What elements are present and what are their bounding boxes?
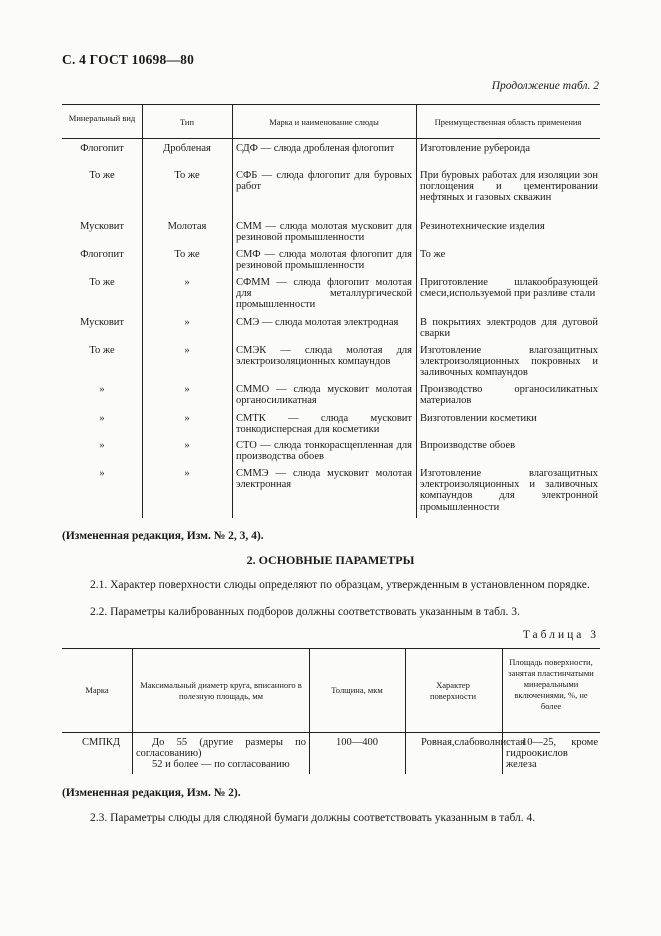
column-divider [405, 648, 406, 774]
column-divider [232, 104, 233, 518]
table-continuation-label: Продолжение табл. 2 [491, 80, 599, 92]
cell-diameter: До 55 (другие размеры по согласованию) [136, 737, 306, 760]
cell-type: То же [174, 170, 200, 181]
column-header: Тип [179, 117, 195, 127]
cell-thickness: 100—400 [336, 737, 378, 748]
cell-use: Резинотехнические изделия [420, 221, 545, 232]
cell-use: Приготовление шлакообразующей смеси,используемой при разливе стали [420, 277, 598, 300]
table-rule [62, 732, 600, 733]
cell-use: Изготовление рубероида [420, 143, 531, 154]
cell-area: 10—25, кроме гидроокислов железа [506, 737, 598, 771]
cell-type: Дробленая [163, 143, 211, 154]
paragraph-2-1: 2.1. Характер поверхности слюды определяют по образцам, утвержденным в установленном порядке. [90, 579, 590, 591]
cell-kind: Флогопит [80, 143, 124, 154]
cell-use: При буровых работах для изоляции зон поглощения и цементировании нефтяных и газовых скважин [420, 170, 598, 204]
cell-mark: СММЭ — слюда мусковит молотая электронная [236, 468, 412, 491]
column-header: Марка [85, 685, 109, 695]
cell-mark: СДФ — слюда дробленая флогопит [236, 143, 395, 154]
cell-type: » [184, 440, 190, 451]
table-rule [62, 648, 600, 649]
column-header: Максимальный диаметр круга, вписанного в полезную площадь, мм [140, 680, 302, 701]
column-divider [502, 648, 503, 774]
table-3-label: Таблица 3 [522, 629, 599, 641]
cell-type: » [184, 277, 190, 288]
cell-type: » [184, 345, 190, 356]
cell-use: То же [420, 249, 446, 260]
cell-type: Молотая [167, 221, 207, 232]
cell-mark: СМЭ — слюда молотая электродная [236, 317, 399, 328]
cell-use: Визготовлении косметики [420, 413, 537, 424]
cell-use: Производство органосиликатных материалов [420, 384, 598, 407]
cell-kind: То же [89, 345, 115, 356]
cell-kind: » [99, 384, 105, 395]
cell-diameter-alt: 52 и более — по согласованию [152, 759, 290, 770]
column-header: Характер поверхности [429, 680, 477, 701]
cell-type: » [184, 468, 190, 479]
cell-use: Изготовление влагозащитных электроизоляционных и заливочных компаундов для электронной промышленности [420, 468, 598, 513]
cell-mark: СФБ — слюда флогопит для буровых работ [236, 170, 412, 193]
cell-type: » [184, 317, 190, 328]
page-header: С. 4 ГОСТ 10698—80 [62, 52, 195, 67]
cell-kind: » [99, 413, 105, 424]
cell-mark: СТО — слюда тонкорасщепленная для производства обоев [236, 440, 412, 463]
column-divider [416, 104, 417, 518]
column-divider [132, 648, 133, 774]
column-divider [142, 104, 143, 518]
cell-use: В покрытиях электродов для дуговой сварки [420, 317, 598, 340]
cell-surface: Ровная,слабоволнистая [421, 737, 526, 748]
cell-type: » [184, 413, 190, 424]
cell-kind: Флогопит [80, 249, 124, 260]
column-header: Преимущественная область применения [434, 117, 582, 127]
cell-mark: СМФ — слюда молотая флогопит для резиновой промышленности [236, 249, 412, 272]
paragraph-2-2: 2.2. Параметры калиброванных подборов должны соответствовать указанным в табл. 3. [90, 606, 520, 618]
cell-kind: » [99, 468, 105, 479]
cell-mark: СММ — слюда молотая мусковит для резиновой промышленности [236, 221, 412, 244]
cell-kind: » [99, 440, 105, 451]
column-header: Толщина, мкм [331, 685, 383, 695]
column-divider [309, 648, 310, 774]
cell-type: » [184, 384, 190, 395]
cell-kind: Мусковит [80, 221, 124, 232]
cell-kind: То же [89, 277, 115, 288]
amendment-note: (Измененная редакция, Изм. № 2). [62, 787, 241, 799]
cell-kind: То же [89, 170, 115, 181]
amendment-note: (Измененная редакция, Изм. № 2, 3, 4). [62, 530, 264, 542]
cell-kind: Мусковит [80, 317, 124, 328]
section-title: 2. ОСНОВНЫЕ ПАРАМЕТРЫ [246, 553, 415, 567]
cell-mark: СММО — слюда мусковит молотая органосиликатная [236, 384, 412, 407]
cell-use: Впроизводстве обоев [420, 440, 516, 451]
cell-type: То же [174, 249, 200, 260]
cell-mark: СМПКД [82, 737, 121, 748]
cell-mark: СМТК — слюда мусковит тонкодисперсная для косметики [236, 413, 412, 436]
cell-mark: СМЭК — слюда молотая для электроизоляционных компаундов [236, 345, 412, 368]
column-header: Площадь поверхности, занятая пластинчатыми минеральными включениями, %, не более [508, 657, 594, 711]
cell-mark: СФММ — слюда флогопит молотая для металлургической промышленности [236, 277, 412, 311]
cell-use: Изготовление влагозащитных электроизоляционных покровных и заливочных компаундов [420, 345, 598, 379]
column-header: Минеральный вид [68, 113, 136, 123]
column-header: Марка и наименование слюды [269, 117, 379, 127]
paragraph-2-3: 2.3. Параметры слюды для слюдяной бумаги должны соответствовать указанным в табл. 4. [90, 812, 536, 824]
